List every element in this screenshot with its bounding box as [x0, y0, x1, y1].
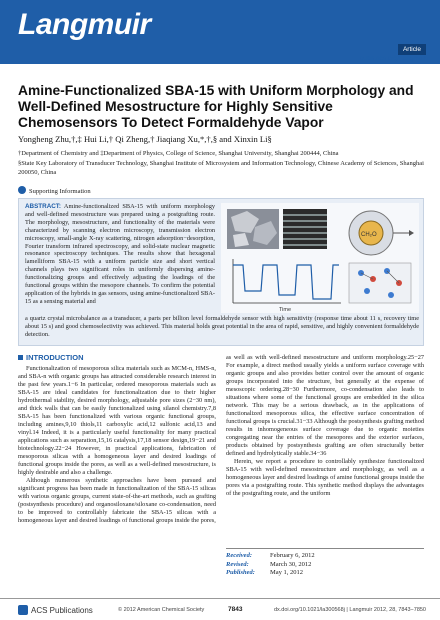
abstract-text-part2: a quartz crystal microbalance as a transducer, a parts per billion level formaldehyde sensor with high sensitivity (response time about 11 s, recovery time about 15 s) and good chemoselectivity was achieved. This material holds great potential in the area of rapid, sensitive, and highly convenient formaldehyde detection.	[25, 315, 419, 338]
intro-heading-label: INTRODUCTION	[26, 353, 84, 362]
supporting-info-label: Supporting Information	[29, 188, 91, 195]
date-value: May 1, 2012	[270, 569, 304, 576]
affiliation-2: §State Key Laboratory of Transducer Technology, Shanghai Institute of Microsystem and Information Technology, Chinese Academy of Sciences, Shanghai 200050, China	[18, 160, 424, 176]
affiliation-1: †Department of Chemistry and ‡Department of Physics, College of Science, Shanghai University, Shanghai 200444, China	[18, 150, 339, 157]
acs-logo[interactable]	[18, 605, 93, 615]
abstract-box	[18, 198, 424, 346]
page-footer	[0, 598, 440, 620]
intro-paragraph: as well as with well-defined mesostructure and uniform morphology.25−27 For example, a direct method usually yields a uniform surface coverage with organic groups and also provides better control over the amount of organic groups incorporated into the structure, but generally at the expense of mesoscopic ordering.28−30 Furthermore, co-condensation also leads to situations where some of the functional groups are embedded in the silica network. This may be a serious drawback, as in the applications of functionalized mesoporous silica, the effective surface concentration of functional groups is crucial.31−33 Although the postsynthesis grafting method results in inhomogeneous surface coverage due to organic moieties congregating near the entries of the mesopores and the exterior surfaces, products obtained by postsynthesis grafting are often structurally better defined and hydrolytically stable.34−36	[226, 354, 424, 457]
info-icon	[18, 186, 26, 194]
date-value: March 30, 2012	[270, 560, 312, 568]
body-column-right	[226, 354, 424, 498]
mesostructure-image	[283, 209, 327, 249]
date-published	[226, 569, 424, 578]
intro-paragraph: Functionalization of mesoporous silica materials such as MCM-n, HMS-n, and SBA-n with organic groups has attracted considerable research interest in the past few years.1−6 In particular, ordered mesoporous materials such as SBA-15 are ideal candidates for functionalization due to their higher hydrothermal stability, desired morphology, adjustable pore sizes (2−30 nm), and thick walls that can be easily functionalized using silanol chemistry.7,8 SBA-15 has been functionalized with various organic functional groups, including amines,9,10 thiols,11 carboxylic acid,12 sulfonic acid,13 and vinyl.14 Indeed, it is a particularly useful functionality for many practical applications such as separation,15,16 catalysis,17,18 sensor design,19−21 and biotechnology.22−24 However, in practical applications, fabrication of mesoporous silicas with a homogeneous layer and desired loadings of functional groups inside the pores, as well as a well-defined mesostructure, is highly desirable and also a challenge.	[18, 365, 216, 476]
abstract-body-1: Amine-functionalized SBA-15 with uniform morphology and well-defined mesostructure was prepared using a postgrafting route. The morphology, mesostructure, and functionality of the materials were characterized by scanning electron microscopy, transmission electron microscopy, small-angle X-ray scattering, nitrogen adsorption−desorption, Fourier transform infrared spectroscopy, and solid-state nuclear magnetic resonance spectroscopy techniques. The results show that hexagonal lamelliform SBA-15 with a uniform particle size and short vertical channels plays two significant roles in uniformly dispersing amine-functionalizing groups and effectively adjusting the loadings of the functional groups within the mesopore channels. To confirm the potential application of the hybrids in gas sensors, using amine-functionalized SBA-15 as a sensing material and	[25, 203, 215, 305]
intro-heading	[18, 354, 216, 362]
journal-url-link[interactable]: pubs.acs.org/Langmuir	[359, 55, 426, 62]
supporting-info-link[interactable]	[18, 186, 91, 195]
date-value: February 6, 2012	[270, 552, 315, 559]
toc-center-label: CH₂O	[361, 232, 377, 238]
toc-time-label: Time	[279, 307, 292, 313]
author-list: Yongheng Zhu,†,‡ Hui Li,† Qi Zheng,† Jiaqiang Xu,*,†,§ and Xinxin Li§	[18, 134, 272, 144]
article-type-badge: Article	[398, 44, 426, 55]
sba15-particles-image	[227, 209, 279, 249]
article-dates	[226, 548, 424, 578]
copyright-notice: © 2012 American Chemical Society	[118, 607, 205, 613]
article-title: Amine-Functionalized SBA-15 with Uniform Morphology and Well-Defined Mesostructure for Highly Sensitive Chemosensors To Detect Formaldehyde Vapor	[18, 83, 414, 130]
toc-graphic	[221, 203, 419, 313]
intro-paragraph: Herein, we report a procedure to controllably synthesize functionalized SBA-15 with well-defined mesostructure and morphology, as well as a homogeneous layer and desired loadings of amine functional groups inside the pores via a postgrafting route. This synthetic method displays the advantages of the postgrafting route, and the uniform	[226, 458, 424, 497]
acs-publications-icon	[18, 605, 28, 615]
date-revised	[226, 561, 424, 570]
abstract-label: ABSTRACT:	[25, 203, 62, 210]
abstract-text-part1	[25, 203, 215, 306]
section-marker-icon	[18, 355, 23, 360]
body-column-left	[18, 354, 216, 525]
publisher-name: ACS Publications	[31, 606, 93, 615]
date-label: Received:	[226, 552, 252, 559]
amine-groups-diagram	[349, 263, 411, 303]
journal-logo: Langmuir	[18, 8, 151, 41]
date-received	[226, 552, 424, 561]
intro-paragraph: Although numerous synthetic approaches have been pursued and significant progress has been made in functionalization of the SBA-15 silicas with various organic groups, current state-of-the-art methods, such as grafting (postsynthesis procedure) and organosiloxane/siloxane co-condensation, need to be improved to controllably fabricate the SBA-15 silicas with a homogeneous layer and desired loadings of functional groups inside the pores,	[18, 477, 216, 524]
page-number: 7843	[228, 606, 243, 613]
doi-citation-link[interactable]: dx.doi.org/10.1021/la300568j | Langmuir 2012, 28, 7843−7850	[273, 607, 426, 613]
date-label: Revised:	[226, 560, 249, 568]
date-label: Published:	[226, 569, 255, 576]
